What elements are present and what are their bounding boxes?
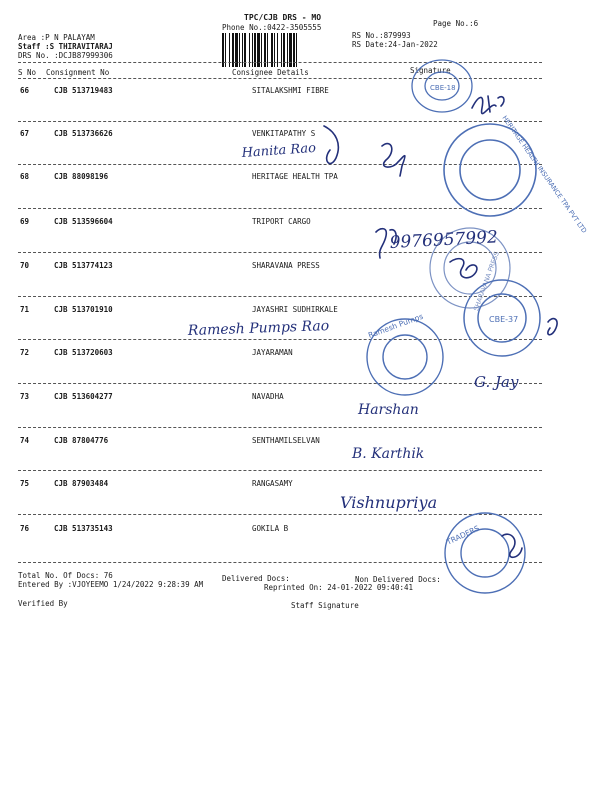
- row-sno: 75: [20, 479, 30, 488]
- staff-label: Staff :S THIRAVITARAJ: [18, 42, 113, 51]
- handwriting-text: Hanita Rao: [241, 140, 317, 161]
- row-sno: 67: [20, 129, 30, 138]
- stamp-text: SHARAVANA PRESS: [472, 250, 501, 312]
- row-sno: 70: [20, 261, 30, 270]
- non-delivered-docs: Non Delivered Docs:: [355, 575, 441, 584]
- row-consignment-no: CJB 513774123: [54, 261, 113, 270]
- row-sno: 73: [20, 392, 30, 401]
- row-consignment-no: CJB 513596604: [54, 217, 113, 226]
- reprinted-on: Reprinted On: 24-01-2022 09:40:41: [264, 583, 414, 592]
- row-divider: [18, 296, 542, 297]
- row-consignee-name: NAVADHA: [252, 392, 284, 401]
- row-sno: 69: [20, 217, 30, 226]
- row-consignment-no: CJB 87903484: [54, 479, 109, 488]
- row-consignee-name: SHARAVANA PRESS: [252, 261, 320, 270]
- handwriting-text: Vishnupriya: [340, 493, 438, 512]
- row-divider: [18, 562, 542, 563]
- phone-number: Phone No.:0422-3505555: [222, 23, 322, 32]
- row-sno: 71: [20, 305, 30, 314]
- row-sno: 66: [20, 86, 30, 95]
- signature-scribble: [376, 229, 396, 258]
- handwriting-text: Ramesh Pumps Rao: [187, 318, 330, 339]
- row-consignee-name: GOKILA B: [252, 524, 289, 533]
- row-consignee-name: JAYARAMAN: [252, 348, 293, 357]
- stamp-text: CBE-37: [489, 315, 519, 324]
- row-consignment-no: CJB 513736626: [54, 129, 113, 138]
- signature-scribble: [502, 534, 522, 557]
- row-consignment-no: CJB 513720603: [54, 348, 113, 357]
- stamp-text: HERITAGE HEALTH INSURANCE TPA PVT LTD: [500, 114, 589, 235]
- handwriting-text: 9976957992: [389, 227, 499, 253]
- stamp-text: TRADERS: [445, 523, 481, 547]
- row-consignee-name: SENTHAMILSELVAN: [252, 436, 320, 445]
- area-label: Area :P N PALAYAM: [18, 33, 95, 42]
- verified-by: Verified By: [18, 599, 68, 608]
- signature-scribble: [548, 319, 557, 335]
- stamp-text: Ramesh Pumps: [366, 311, 425, 340]
- signature-scribble: [324, 126, 338, 163]
- entered-by: Entered By :VJOYEEMO 1/24/2022 9:28:39 AM: [18, 580, 204, 589]
- row-consignment-no: CJB 513719483: [54, 86, 113, 95]
- row-divider: [18, 164, 542, 165]
- row-consignee-name: JAYASHRI SUDHIRKALE: [252, 305, 338, 314]
- document-title: TPC/CJB DRS - MO: [244, 13, 322, 22]
- col-consignment: Consignment No: [46, 68, 110, 77]
- row-consignment-no: CJB 513735143: [54, 524, 113, 533]
- row-consignment-no: CJB 87804776: [54, 436, 109, 445]
- col-signature: Signature: [410, 66, 451, 75]
- drs-number: DRS No. :DCJB87999306: [18, 51, 113, 60]
- row-divider: [18, 470, 542, 471]
- rubber-stamp: [444, 114, 588, 235]
- total-docs: Total No. Of Docs: 76: [18, 571, 113, 580]
- signature-scribble: [382, 144, 405, 176]
- row-sno: 72: [20, 348, 30, 357]
- rs-date: RS Date:24-Jan-2022: [352, 40, 438, 49]
- row-divider: [18, 121, 542, 122]
- row-sno: 68: [20, 172, 30, 181]
- col-sno: S No: [18, 68, 37, 77]
- handwriting-text: G. Jay: [474, 373, 519, 391]
- row-divider: [18, 208, 542, 209]
- rs-number: RS No.:879993: [352, 31, 411, 40]
- handwriting-text: B. Karthik: [352, 446, 425, 462]
- signature-scribble: [472, 96, 504, 114]
- handwriting-text: Harshan: [358, 402, 419, 418]
- rubber-stamp: [430, 228, 510, 312]
- row-consignment-no: CJB 513701910: [54, 305, 113, 314]
- row-divider: [18, 383, 542, 384]
- row-divider: [18, 252, 542, 253]
- rubber-stamp: [444, 513, 525, 593]
- row-sno: 76: [20, 524, 30, 533]
- rubber-stamp: [464, 280, 540, 356]
- row-consignment-no: CJB 88098196: [54, 172, 109, 181]
- staff-signature-label: Staff Signature: [291, 601, 359, 610]
- signature-scribble: [450, 259, 477, 278]
- row-consignment-no: CJB 513604277: [54, 392, 113, 401]
- row-consignee-name: RANGASAMY: [252, 479, 293, 488]
- row-consignee-name: HERITAGE HEALTH TPA: [252, 172, 338, 181]
- row-divider: [18, 514, 542, 515]
- delivered-docs: Delivered Docs:: [222, 574, 290, 583]
- row-sno: 74: [20, 436, 30, 445]
- col-consignee: Consignee Details: [232, 68, 309, 77]
- row-consignee-name: VENKITAPATHY S: [252, 129, 316, 138]
- row-consignee-name: SITALAKSHMI FIBRE: [252, 86, 329, 95]
- stamp-text: CBE-18: [430, 84, 456, 92]
- row-divider: [18, 427, 542, 428]
- row-divider: [18, 339, 542, 340]
- page-number: Page No.:6: [433, 19, 479, 28]
- row-consignee-name: TRIPORT CARGO: [252, 217, 311, 226]
